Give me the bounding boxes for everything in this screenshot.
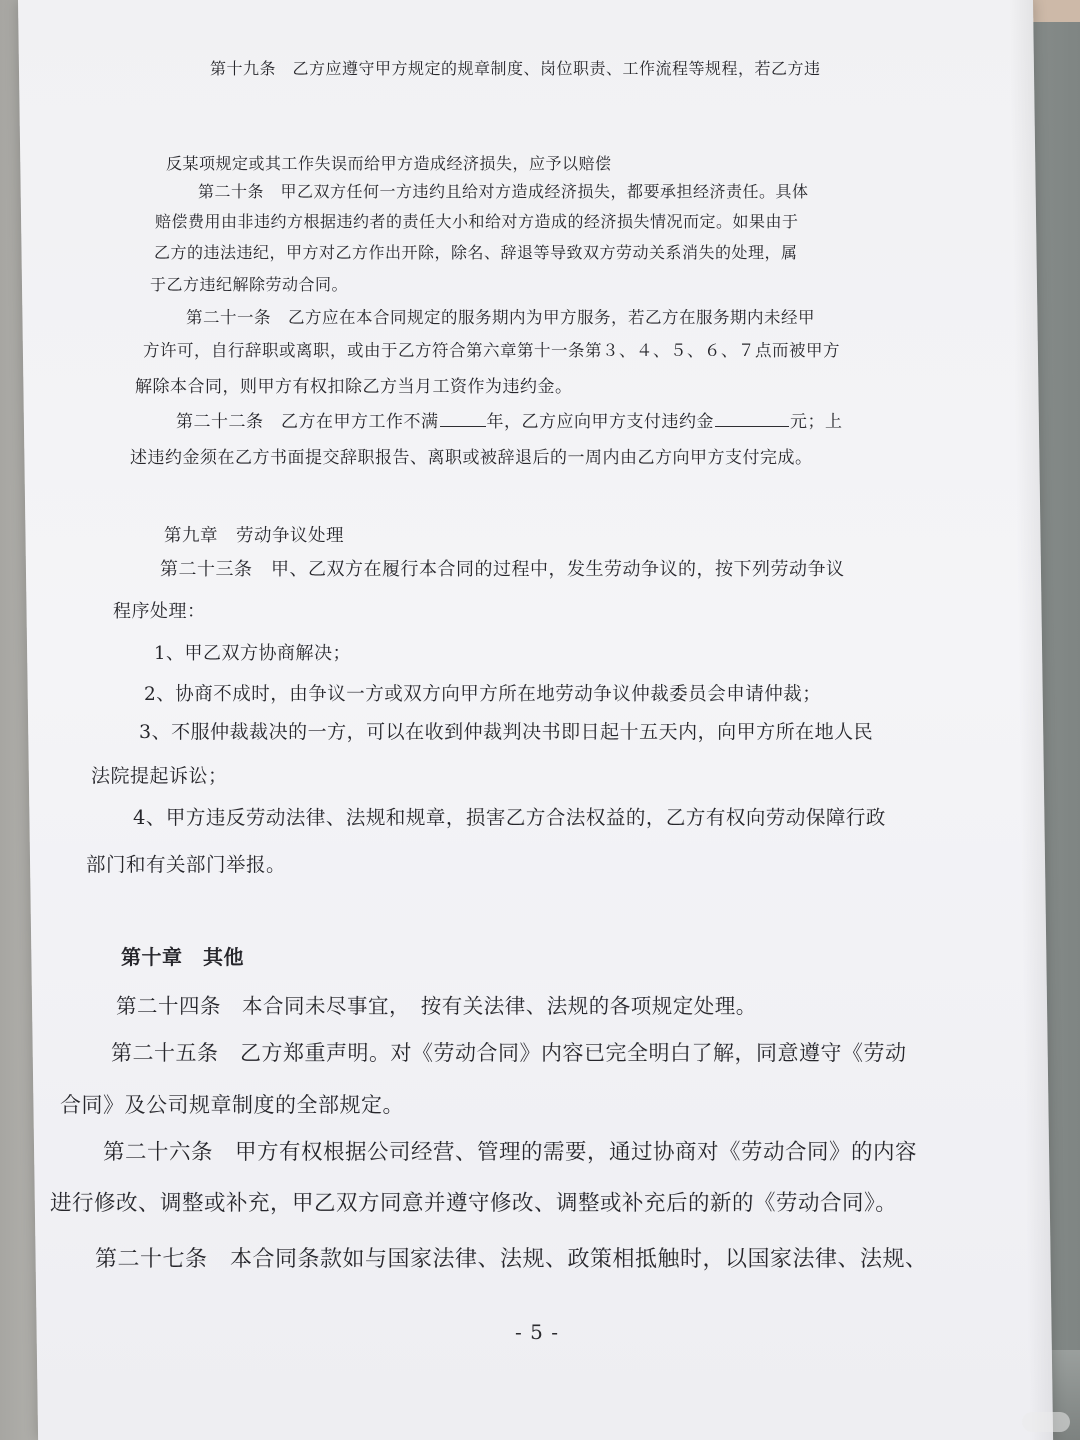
article-19-line-2: 反某项规定或其工作失误而给甲方造成经济损失，应予以赔偿 [166, 154, 612, 173]
article-23-line-1: 第二十三条 甲、乙双方在履行本合同的过程中，发生劳动争议的，按下列劳动争议 [160, 559, 845, 580]
article-20-line-3: 乙方的违法违纪，甲方对乙方作出开除，除名、辞退等导致双方劳动关系消失的处理，属 [154, 243, 798, 262]
article-22-line-2: 述违约金须在乙方书面提交辞职报告、离职或被辞退后的一周内由乙方向甲方支付完成。 [130, 448, 813, 468]
article-21-line-3: 解除本合同，则甲方有权扣除乙方当月工资作为违约金。 [135, 377, 573, 397]
chapter-9-heading: 第九章 劳动争议处理 [164, 526, 344, 546]
article-24-line: 第二十四条 本合同未尽事宜， 按有关法律、法规的各项规定处理。 [116, 994, 757, 1018]
article-22-line-1 [176, 407, 843, 432]
article-20-line-2: 赔偿费用由非违约方根据违约者的责任大小和给对方造成的经济损失情况而定。如果由于 [155, 212, 799, 231]
article-23-item-3-line-2: 法院提起诉讼； [91, 765, 228, 787]
article-20-line-1: 第二十条 甲乙双方任何一方违约且给对方造成经济损失，都要承担经济责任。具体 [198, 182, 809, 201]
article-27-line-1: 第二十七条 本合同条款如与国家法律、法规、政策相抵触时，以国家法律、法规、 [95, 1247, 928, 1272]
corner-watermark [1022, 1412, 1070, 1432]
chapter-10-heading: 第十章 其他 [121, 945, 244, 969]
page-number: - 5 - [515, 1320, 559, 1344]
article-23-item-2: 2、协商不成时，由争议一方或双方向甲方所在地劳动争议仲裁委员会申请仲裁； [144, 684, 822, 705]
article-19-line-1: 第十九条 乙方应遵守甲方规定的规章制度、岗位职责、工作流程等规程，若乙方违 [210, 59, 821, 78]
article-25-line-2: 合同》及公司规章制度的全部规定。 [60, 1093, 404, 1117]
article-26-line-2: 进行修改、调整或补充，甲乙双方同意并遵守修改、调整或补充后的新的《劳动合同》。 [50, 1191, 898, 1216]
article-21-line-2: 方许可，自行辞职或离职，或由于乙方符合第六章第十一条第３、４、５、６、７点而被甲方 [143, 341, 840, 360]
article-26-line-1: 第二十六条 甲方有权根据公司经营、管理的需要，通过协商对《劳动合同》的内容 [103, 1140, 918, 1165]
years-blank [440, 410, 486, 427]
penalty-amount-blank [715, 410, 789, 427]
article-22-text-a: 第二十二条 乙方在甲方工作不满 [176, 412, 439, 432]
article-23-item-1: 1、甲乙双方协商解决； [154, 643, 351, 664]
article-23-item-4-line-1: 4、甲方违反劳动法律、法规和规章，损害乙方合法权益的，乙方有权向劳动保障行政 [133, 806, 886, 829]
article-20-line-4: 于乙方违纪解除劳动合同。 [150, 275, 349, 294]
article-21-line-1: 第二十一条 乙方应在本合同规定的服务期内为甲方服务，若乙方在服务期内未经甲 [186, 308, 815, 327]
article-23-line-2: 程序处理： [113, 601, 206, 622]
article-22-text-b: 年，乙方应向甲方支付违约金 [486, 412, 714, 432]
article-23-item-4-line-2: 部门和有关部门举报。 [86, 853, 287, 876]
article-25-line-1: 第二十五条 乙方郑重声明。对《劳动合同》内容已完全明白了解，同意遵守《劳动 [111, 1041, 907, 1065]
article-22-text-c: 元；上 [790, 412, 843, 432]
article-23-item-3-line-1: 3、不服仲裁裁决的一方，可以在收到仲裁判决书即日起十五天内，向甲方所在地人民 [139, 721, 874, 743]
